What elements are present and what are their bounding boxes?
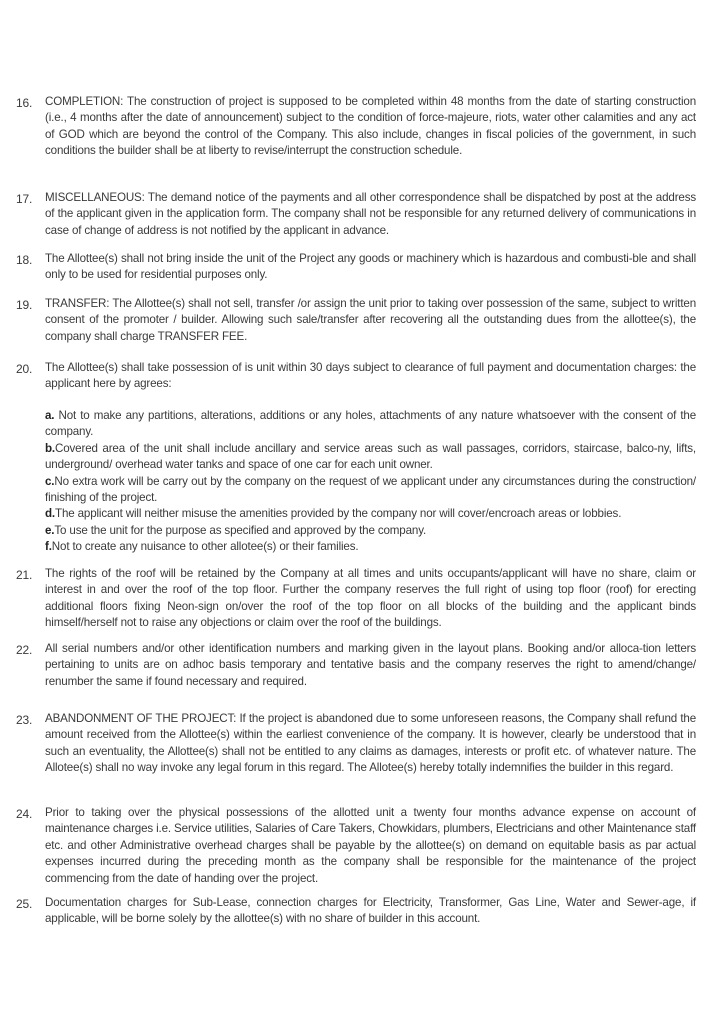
clause-number: 22. xyxy=(16,643,33,657)
clause-number: 20. xyxy=(16,362,33,376)
clause-19 xyxy=(16,296,696,345)
subitem-letter: d. xyxy=(45,507,56,521)
clause-number: 24. xyxy=(16,807,33,821)
subitem-text: No extra work will be carry out by the company on the request of we applicant under any circumstances during the construction/ finishing of the project. xyxy=(45,474,696,505)
clause-text: ABANDONMENT OF THE PROJECT: If the project is abandoned due to some unforeseen reasons, the Company shall refund the amount received from the Allottee(s) within the earliest convenience of the company. It is however, clearly be understood that in such an eventuality, the Allottee(s) shall not be entitled to any claims as damages, interests or profit etc. of whatever nature. The Allotee(s) shall no way invoke any legal forum in this regard. The Allotee(s) hereby totally indemnifies the builder in this regard. xyxy=(45,712,696,775)
clause-24 xyxy=(16,805,696,887)
clause-number: 17. xyxy=(16,192,33,206)
clause-number: 18. xyxy=(16,253,33,267)
clause-number: 21. xyxy=(16,568,33,582)
clause-18 xyxy=(16,251,696,284)
clause-20-sublist xyxy=(45,408,696,556)
clause-number: 25. xyxy=(16,897,33,911)
subitem-a xyxy=(45,408,696,441)
subitem-b xyxy=(45,441,696,474)
clause-21 xyxy=(16,566,696,632)
clause-17 xyxy=(16,190,696,239)
subitem-c xyxy=(45,474,696,507)
subitem-text: Covered area of the unit shall include ancillary and service areas such as wall passages, corridors, staircase, balco-ny, lifts, underground/ overhead water tanks and space of one car for each unit owner. xyxy=(45,441,696,472)
subitem-letter: e. xyxy=(45,523,55,537)
clause-23 xyxy=(16,711,696,777)
clause-22 xyxy=(16,641,696,690)
subitem-letter: a. xyxy=(45,409,55,422)
subitem-d xyxy=(45,506,696,522)
subitem-f xyxy=(45,539,696,555)
subitem-text: Not to make any partitions, alterations, additions or any holes, attachments of any nature whatsoever with the consent of the company. xyxy=(45,409,696,439)
clause-25 xyxy=(16,895,696,928)
subitem-text: Not to create any nuisance to other allotee(s) or their families. xyxy=(51,540,359,554)
clause-16 xyxy=(16,94,696,160)
clause-text: MISCELLANEOUS: The demand notice of the payments and all other correspondence shall be dispatched by post at the address of the applicant given in the application form. The company shall not be responsible for any returned delivery of communications in case of change of address is not notified by the applicant in advance. xyxy=(45,191,696,237)
subitem-letter: f. xyxy=(45,540,52,554)
clause-text: TRANSFER: The Allottee(s) shall not sell, transfer /or assign the unit prior to taking over possession of the same, subject to written consent of the promoter / builder. Allowing such sale/transfer after recovering all the outstanding dues from the allottee(s), the company shall charge TRANSFER FEE. xyxy=(45,297,696,343)
clause-text: The rights of the roof will be retained by the Company at all times and units occupants/applicant will have no share, claim or interest in and over the roof of the top floor. Further the company reserves the full right of using top floor (roof) for erecting additional floors fixing Neon-sign on/over the roof of the top floor on all blocks of the building and the applicant binds himself/herself not to raise any objections or claim over the roof of the buildings. xyxy=(45,567,696,630)
clause-text: All serial numbers and/or other identification numbers and marking given in the layout plans. Booking and/or alloca-tion letters pertaining to units are on adhoc basis temporary and tentative basis and the company reserves the right to amend/change/ renumber the same if found necessary and required. xyxy=(45,642,696,688)
clause-number: 16. xyxy=(16,96,33,110)
clause-number: 23. xyxy=(16,713,33,727)
clause-text: Prior to taking over the physical possessions of the allotted unit a twenty four months advance expense on account of maintenance charges i.e. Service utilities, Salaries of Care Takers, Chowkidars, plumbers, Electricians and other Maintenance staff etc. and other Administrative overhead charges shall be payable by the allottee(s) on demand on equitable basis as par actual expenses incurred during the preceding month as the company shall be responsible for the maintenance of the project commencing from the date of handing over the project. xyxy=(45,806,696,885)
subitem-letter: c. xyxy=(45,474,55,488)
clause-text: Documentation charges for Sub-Lease, connection charges for Electricity, Transformer, Gas Line, Water and Sewer-age, if applicable, will be borne solely by the allottee(s) with no share of builder in this account. xyxy=(45,896,696,926)
subitem-letter: b. xyxy=(45,441,56,455)
subitem-text: To use the unit for the purpose as specified and approved by the company. xyxy=(54,523,427,537)
subitem-text: The applicant will neither misuse the amenities provided by the company nor will cover/encroach areas or lobbies. xyxy=(55,507,622,521)
subitem-e xyxy=(45,523,696,539)
clause-number: 19. xyxy=(16,298,33,312)
clause-text: COMPLETION: The construction of project is supposed to be completed within 48 months from the date of starting construction (i.e., 4 months after the date of announcement) subject to the condition of force-majeure, riots, water other calamities and any act of GOD which are beyond the control of the Company. This also include, changes in fiscal policies of the government, in such conditions the builder shall be at liberty to revise/interrupt the construction schedule. xyxy=(45,95,696,158)
clause-20 xyxy=(16,360,696,393)
clause-text: The Allottee(s) shall take possession of is unit within 30 days subject to clearance of full payment and documentation charges: the applicant here by agrees: xyxy=(45,361,696,391)
clause-text: The Allottee(s) shall not bring inside the unit of the Project any goods or machinery which is hazardous and combusti-ble and shall only to be used for residential purposes only. xyxy=(45,252,696,282)
